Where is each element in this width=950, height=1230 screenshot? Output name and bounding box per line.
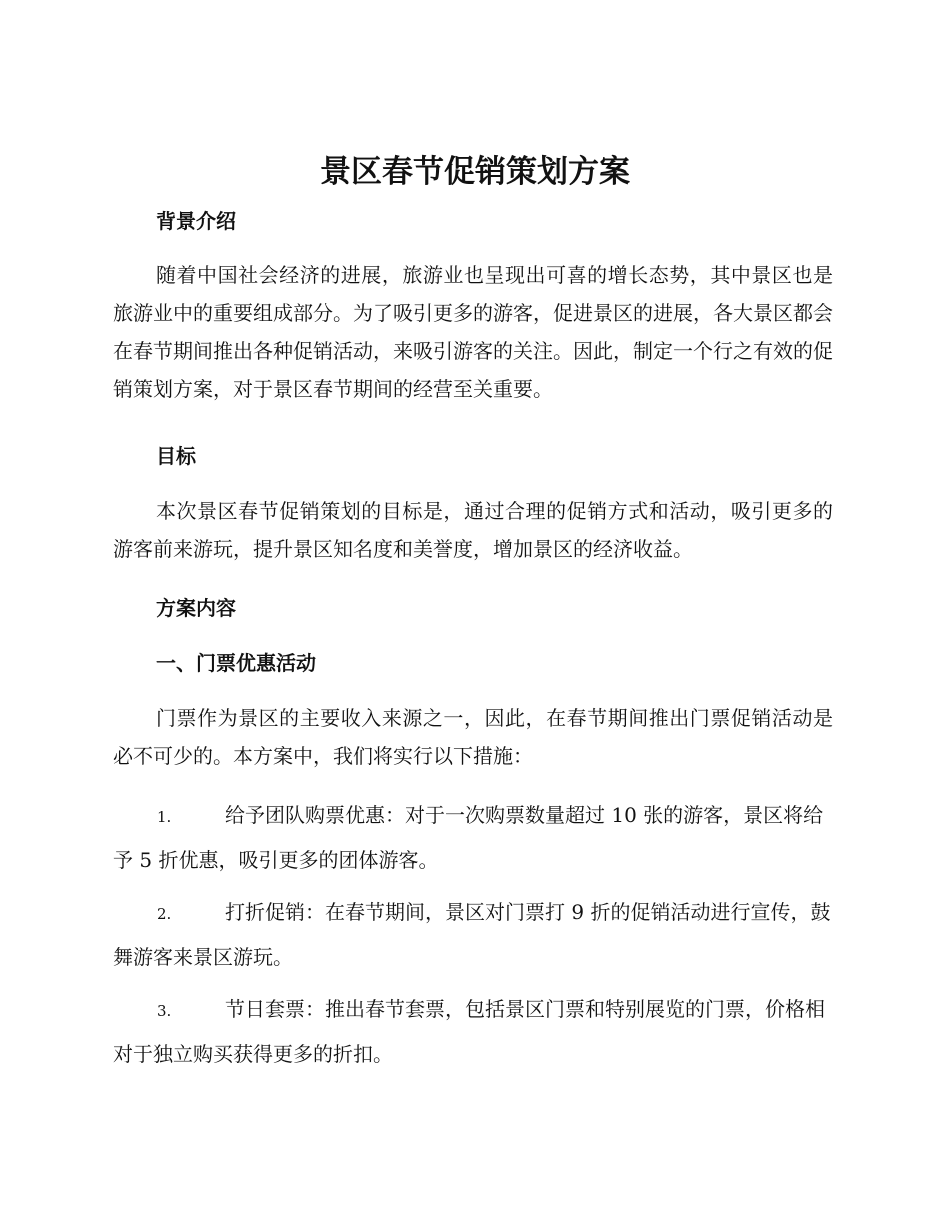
list-item-number: 2.: [157, 905, 172, 923]
list-item-number: 3.: [157, 1002, 172, 1020]
document-title: 景区春节促销策划方案: [320, 154, 630, 190]
background-paragraph: 随着中国社会经济的进展，旅游业也呈现出可喜的增长态势，其中景区也是旅游业中的重要组成部分。为了吸引更多的游客，促进景区的进展，各大景区都会在春节期间推出各种促销活动，来吸引游客的关注。因此，制定一个行之有效的促销策划方案，对于景区春节期间的经营至关重要。: [113, 263, 833, 401]
list-item-text: 给予团队购票优惠：对于一次购票数量超过 10 张的游客，景区将给予 5 折优惠，吸引更多的团体游客。: [113, 803, 824, 872]
plan-paragraph: 门票作为景区的主要收入来源之一，因此，在春节期间推出门票促销活动是必不可少的。本方案中，我们将实行以下措施：: [113, 706, 833, 768]
list-item-text: 节日套票：推出春节套票，包括景区门票和特别展览的门票，价格相对于独立购买获得更多的折扣。: [113, 997, 825, 1066]
section-heading-goal: 目标: [156, 444, 196, 468]
section-heading-background: 背景介绍: [156, 209, 236, 233]
list-item: [113, 988, 833, 1076]
goal-paragraph: 本次景区春节促销策划的目标是，通过合理的促销方式和活动，吸引更多的游客前来游玩，提升景区知名度和美誉度，增加景区的经济收益。: [113, 499, 833, 561]
subheading-ticket-discount: 一、门票优惠活动: [156, 651, 316, 675]
list-item: [113, 794, 833, 882]
list-item: [113, 891, 833, 979]
list-item-number: 1.: [157, 808, 172, 826]
list-item-text: 打折促销：在春节期间，景区对门票打 9 折的促销活动进行宣传，鼓舞游客来景区游玩。: [113, 900, 831, 969]
section-heading-plan: 方案内容: [156, 596, 236, 620]
